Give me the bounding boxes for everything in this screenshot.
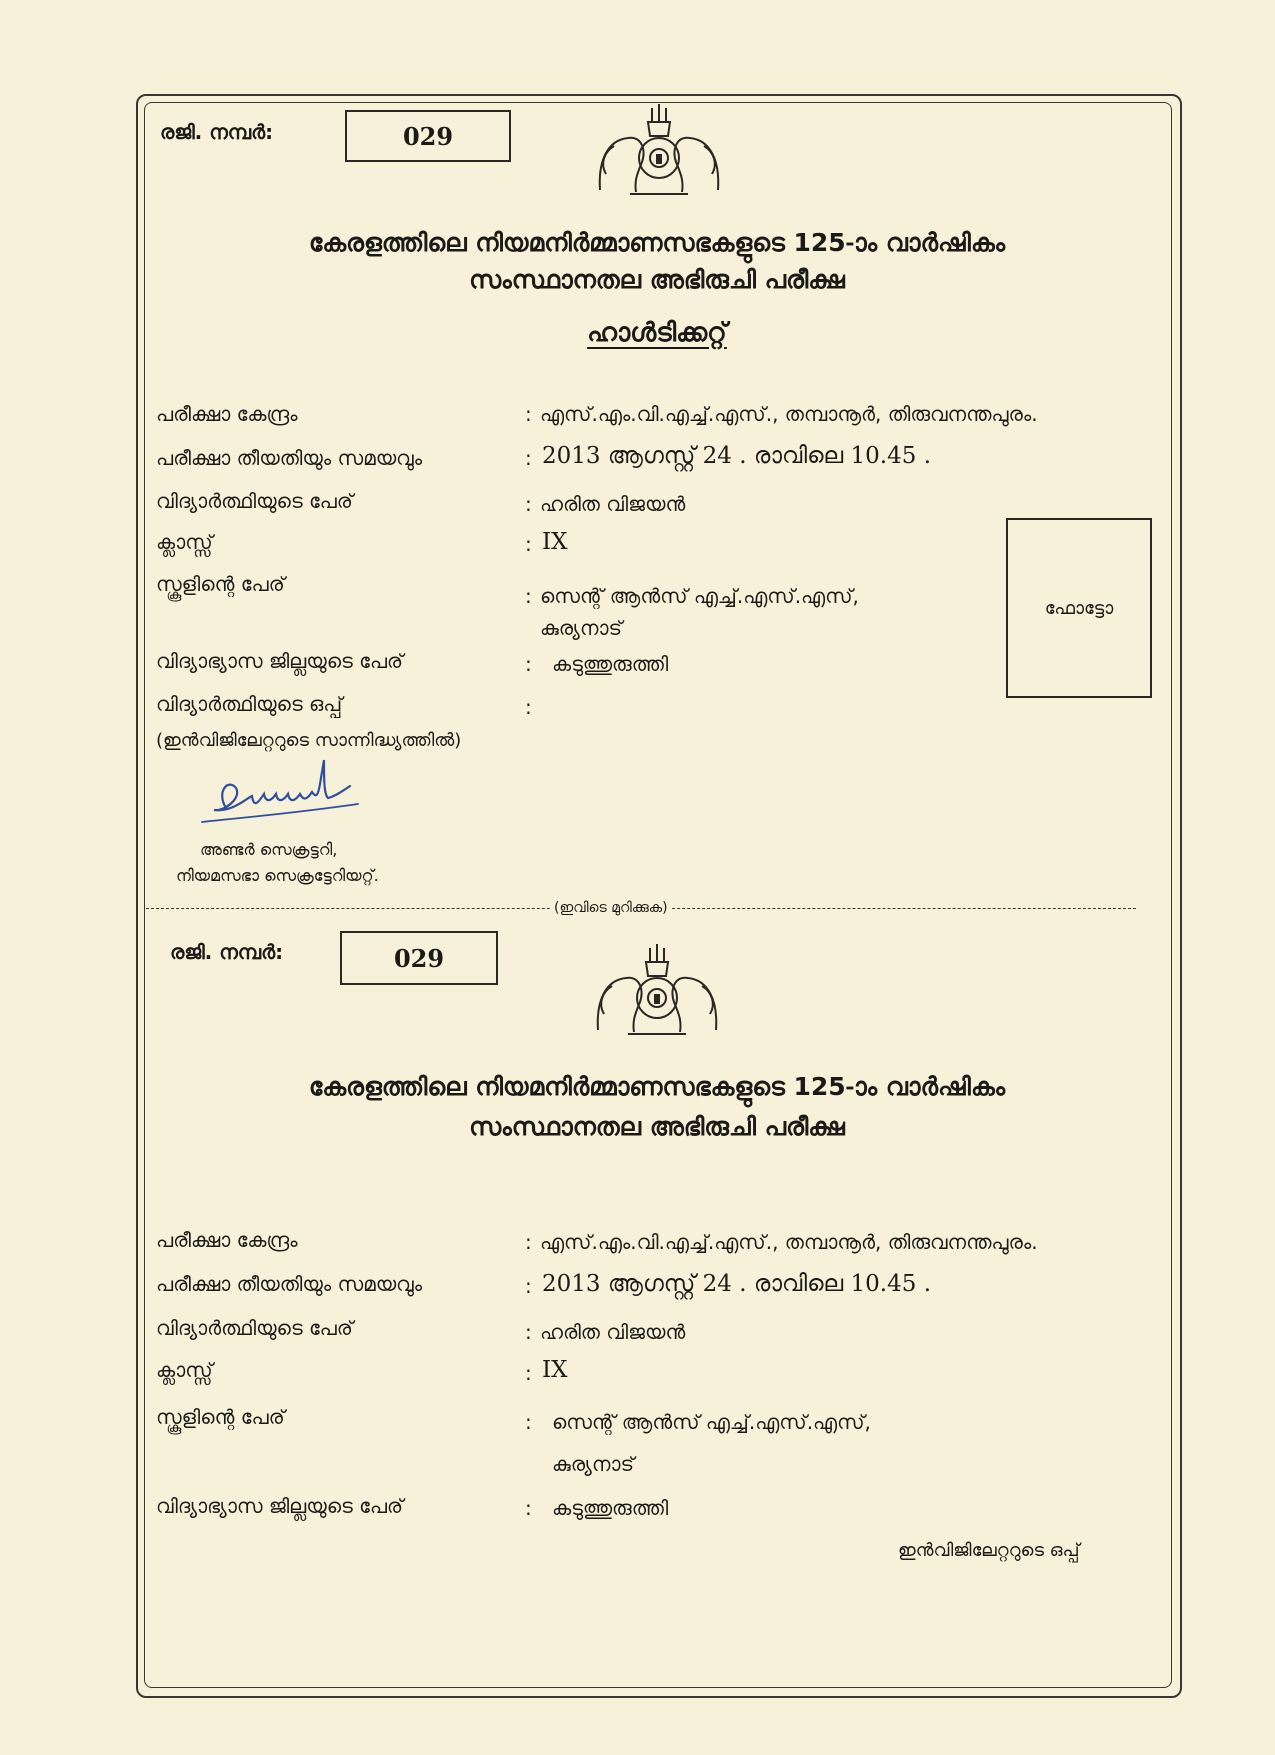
colon: : <box>525 584 532 608</box>
date-value: 2013 ആഗസ്റ്റ് 24 . രാവിലെ 10.45 . <box>542 443 932 469</box>
date-label: പരീക്ഷാ തീയതിയും സമയവും <box>156 1272 423 1296</box>
colon: : <box>525 695 532 719</box>
colon: : <box>525 1274 532 1298</box>
name-label: വിദ്യാർത്ഥിയുടെ പേര് <box>156 489 353 513</box>
hall-ticket-heading <box>144 318 1170 349</box>
name-label: വിദ്യാർത്ഥിയുടെ പേര് <box>156 1316 353 1340</box>
school-label: സ്കൂളിന്റെ പേര് <box>156 1405 285 1429</box>
class-value: IX <box>542 1357 568 1383</box>
colon: : <box>525 1410 532 1434</box>
kerala-emblem-icon <box>590 100 728 200</box>
centre-value: എസ്.എം.വി.എച്ച്.എസ്., തമ്പാനൂർ, തിരുവനന്തപുരം. <box>540 402 1038 426</box>
district-value: കടുത്തുരുത്തി <box>552 652 669 676</box>
kerala-emblem-icon <box>588 940 726 1040</box>
district-label: വിദ്യാഭ്യാസ ജില്ലയുടെ പേര് <box>156 649 404 673</box>
colon: : <box>525 1361 532 1385</box>
name-value: ഹരിത വിജയൻ <box>540 1320 686 1344</box>
colon: : <box>525 1496 532 1520</box>
hall-ticket-text: ഹാൾടിക്കറ്റ് <box>587 318 727 348</box>
reg-number-label: രജി. നമ്പർ: <box>170 940 284 964</box>
signature-image <box>198 752 368 837</box>
school-value-line2: കുര്യനാട് <box>540 616 623 640</box>
class-label: ക്ലാസ്സ് <box>156 1358 213 1382</box>
signer-office: നിയമസഭാ സെക്രട്ടേറിയറ്റ്. <box>176 866 379 885</box>
class-value: IX <box>542 529 568 555</box>
colon: : <box>525 1320 532 1344</box>
school-value-line1: സെന്റ് ആൻസ് എച്ച്.എസ്.എസ്, <box>540 584 859 608</box>
cut-here-text: (ഇവിടെ മുറിക്കുക) <box>550 900 672 916</box>
reg-number-label: രജി. നമ്പർ: <box>160 120 274 144</box>
colon: : <box>525 1230 532 1254</box>
class-label: ക്ലാസ്സ് <box>156 530 213 554</box>
photo-label: ഫോട്ടോ <box>1044 597 1114 619</box>
school-value-line2: കുര്യനാട് <box>552 1452 635 1476</box>
name-value: ഹരിത വിജയൻ <box>540 492 686 516</box>
centre-label: പരീക്ഷാ കേന്ദ്രം <box>156 1228 298 1252</box>
photo-box <box>1006 518 1152 698</box>
date-value: 2013 ആഗസ്റ്റ് 24 . രാവിലെ 10.45 . <box>542 1271 932 1297</box>
centre-value: എസ്.എം.വി.എച്ച്.എസ്., തമ്പാനൂർ, തിരുവനന്തപുരം. <box>540 1230 1038 1254</box>
main-title-line1: കേരളത്തിലെ നിയമനിർമ്മാണസഭകളുടെ 125-ാം വാർഷികം <box>308 1072 1006 1101</box>
colon: : <box>525 652 532 676</box>
reg-number-box: 029 <box>340 931 498 985</box>
invigilator-presence-note: (ഇൻവിജിലേറ്ററുടെ സാന്നിദ്ധ്യത്തിൽ) <box>156 730 462 751</box>
school-label: സ്കൂളിന്റെ പേര് <box>156 572 285 596</box>
school-value-line1: സെന്റ് ആൻസ് എച്ച്.എസ്.എസ്, <box>552 1410 871 1434</box>
signer-title: അണ്ടർ സെക്രട്ടറി, <box>200 840 338 859</box>
reg-number-box: 029 <box>345 110 511 162</box>
main-title-line2: സംസ്ഥാനതല അഭിരുചി പരീക്ഷ <box>469 1112 845 1141</box>
invigilator-sign-label: ഇൻവിജിലേറ്ററുടെ ഒപ്പ് <box>898 1540 1080 1561</box>
colon: : <box>525 402 532 426</box>
district-label: വിദ്യാഭ്യാസ ജില്ലയുടെ പേര് <box>156 1494 404 1518</box>
main-title-line1: കേരളത്തിലെ നിയമനിർമ്മാണസഭകളുടെ 125-ാം വാർഷികം <box>308 228 1006 257</box>
colon: : <box>525 492 532 516</box>
district-value: കടുത്തുരുത്തി <box>552 1496 669 1520</box>
colon: : <box>525 446 532 470</box>
date-label: പരീക്ഷാ തീയതിയും സമയവും <box>156 446 423 470</box>
colon: : <box>525 532 532 556</box>
student-sign-label: വിദ്യാർത്ഥിയുടെ ഒപ്പ് <box>156 692 343 716</box>
main-title-line2: സംസ്ഥാനതല അഭിരുചി പരീക്ഷ <box>469 265 845 294</box>
centre-label: പരീക്ഷാ കേന്ദ്രം <box>156 402 298 426</box>
